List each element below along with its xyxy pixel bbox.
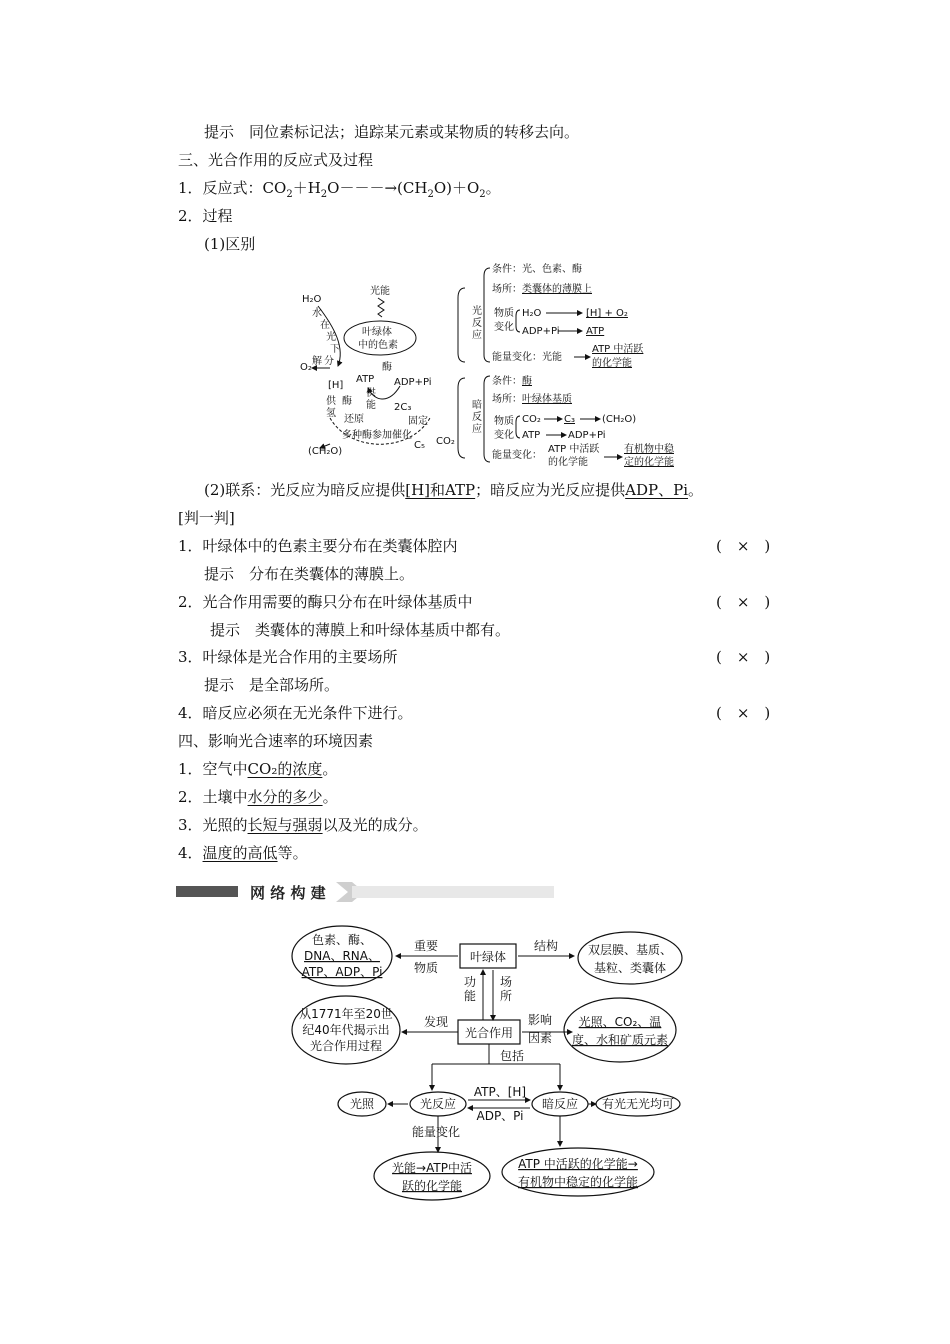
- important-matter-label: 重要: [413, 939, 439, 953]
- process-title: 2．过程: [178, 207, 233, 225]
- judge-question-2: 2．光合作用需要的酶只分布在叶绿体基质中: [178, 593, 473, 611]
- water-split-label: [312, 306, 340, 367]
- judge-question-4: 4．暗反应必须在无光条件下进行。: [178, 704, 413, 722]
- judge-mark-4: ( × ): [716, 704, 771, 722]
- svg-text:能: 能: [463, 989, 477, 1003]
- factor-1: 1．空气中CO₂的浓度。: [178, 760, 338, 778]
- svg-text:ATP: ATP: [586, 326, 605, 337]
- svg-text:在: 在: [320, 320, 330, 331]
- judge-mark-1: ( × ): [716, 537, 771, 555]
- svg-text:变化: 变化: [494, 322, 514, 333]
- dark-condition: 条件：酶: [492, 376, 532, 387]
- svg-text:ADP+Pi: ADP+Pi: [568, 430, 606, 441]
- svg-text:(CH₂O): (CH₂O): [602, 414, 637, 425]
- light-zigzag-icon: [378, 298, 384, 317]
- c3-label: 2C₃: [394, 402, 412, 413]
- link-relation: (2)联系：光反应为暗反应提供[H]和ATP；暗反应为光反应提供ADP、Pi。: [204, 481, 704, 499]
- judge-question-3: 3．叶绿体是光合作用的主要场所: [178, 648, 398, 666]
- factors-node: [564, 998, 676, 1062]
- section-4-title: 四、影响光合速率的环境因素: [178, 732, 374, 750]
- svg-text:下: 下: [330, 344, 340, 355]
- enzyme-top-label: 酶: [382, 362, 392, 373]
- svg-text:ATP 中活跃: ATP 中活跃: [548, 444, 600, 455]
- svg-text:ATP: ATP: [522, 430, 541, 441]
- judge-mark-3: ( × ): [716, 648, 771, 666]
- svg-text:基粒、类囊体: 基粒、类囊体: [593, 961, 667, 975]
- svg-text:有光无光均可: 有光无光均可: [601, 1097, 675, 1111]
- function-label: 功: [463, 975, 477, 989]
- tip-isotope: 提示 同位素标记法；追踪某元素或某物质的转移去向。: [204, 123, 580, 141]
- multi-enzyme-label: 多种酶参加催化: [342, 430, 412, 441]
- adp-pi-label: ADP+Pi: [394, 377, 432, 388]
- co2-label: CO₂: [436, 436, 455, 447]
- adp-pi-label: ADP、Pi: [476, 1109, 524, 1123]
- pigment-label-1: 叶绿体: [362, 327, 392, 338]
- svg-text:光反应: 光反应: [419, 1097, 457, 1111]
- supply-energy-label: 供: [366, 388, 376, 399]
- dark-reaction-vertical-label: [472, 398, 482, 435]
- svg-text:双层膜、基质、: 双层膜、基质、: [587, 943, 673, 957]
- svg-text:水: 水: [312, 308, 322, 319]
- svg-text:度、水和矿质元素: 度、水和矿质元素: [571, 1033, 669, 1047]
- svg-text:应: 应: [472, 424, 482, 435]
- svg-text:应: 应: [472, 330, 482, 341]
- judge-mark-2: ( × ): [716, 593, 771, 611]
- light-reaction-vertical-label: [472, 304, 482, 341]
- svg-text:分: 分: [324, 356, 334, 367]
- h2o-label: H₂O: [302, 294, 322, 305]
- network-title: 网 络 构 建: [250, 884, 326, 902]
- dark-matter-label: 物质: [494, 416, 514, 427]
- svg-text:H₂O: H₂O: [522, 308, 542, 319]
- svg-text:定的化学能: 定的化学能: [624, 457, 674, 468]
- atp-label: ATP: [356, 374, 375, 385]
- svg-text:有机物中稳: 有机物中稳: [624, 444, 674, 455]
- dark-place: 场所：叶绿体基质: [492, 394, 572, 405]
- svg-text:色素、酶、: 色素、酶、: [311, 933, 373, 947]
- atp-h-label: ATP、[H]: [473, 1085, 527, 1099]
- svg-text:能: 能: [366, 400, 376, 411]
- svg-text:氢: 氢: [326, 408, 336, 419]
- light-matter-label: 物质: [494, 308, 514, 319]
- svg-text:纪40年代揭示出: 纪40年代揭示出: [302, 1023, 390, 1037]
- factor-3: 3．光照的长短与强弱以及光的成分。: [178, 816, 428, 834]
- judge-title: [判一判]: [178, 509, 235, 527]
- svg-text:ATP、ADP、Pi: ATP、ADP、Pi: [301, 965, 383, 979]
- svg-text:有机物中稳定的化学能: 有机物中稳定的化学能: [517, 1175, 639, 1189]
- svg-text:反: 反: [472, 412, 482, 423]
- c5-label: C₅: [414, 440, 425, 451]
- membrane-node: [578, 932, 682, 984]
- network-diagram: [290, 920, 690, 1205]
- include-label: 包括: [500, 1049, 525, 1063]
- discover-label: 发现: [423, 1015, 449, 1029]
- svg-text:反: 反: [472, 318, 482, 329]
- structure-label: 结构: [533, 939, 559, 953]
- svg-text:光: 光: [326, 332, 336, 343]
- o2-label: O₂: [300, 362, 312, 373]
- svg-text:叶绿体: 叶绿体: [469, 950, 507, 964]
- svg-text:的化学能: 的化学能: [592, 358, 632, 369]
- ch2o-label: (CH₂O): [308, 446, 343, 457]
- difference-title: (1)区别: [204, 235, 256, 253]
- svg-text:ATP 中活跃: ATP 中活跃: [592, 344, 644, 355]
- svg-text:CO₂: CO₂: [522, 414, 541, 425]
- svg-text:C₃: C₃: [564, 414, 575, 425]
- svg-text:光合作用过程: 光合作用过程: [309, 1039, 383, 1053]
- reaction-equation: 1．反应式：$CO_2+H_2O---\to(CH_2O)+O_2$。: [178, 179, 501, 200]
- svg-text:光合作用: 光合作用: [464, 1026, 514, 1040]
- h-label: [H]: [328, 380, 344, 391]
- svg-text:物质: 物质: [413, 961, 439, 975]
- place-label: 场: [499, 975, 513, 989]
- svg-text:光: 光: [472, 306, 482, 317]
- svg-text:光能→ATP中活: 光能→ATP中活: [392, 1161, 472, 1175]
- judge-question-1: 1．叶绿体中的色素主要分布在类囊体腔内: [178, 537, 458, 555]
- svg-text:[H] + O₂: [H] + O₂: [586, 308, 628, 319]
- svg-text:光照、CO₂、温: 光照、CO₂、温: [578, 1015, 662, 1029]
- photosynthesis-process-diagram: [290, 258, 690, 468]
- svg-text:光照: 光照: [349, 1097, 375, 1111]
- svg-text:从1771年至20世: 从1771年至20世: [299, 1007, 393, 1021]
- supply-h-label: 供: [326, 396, 336, 407]
- network-section-bar: [176, 882, 554, 902]
- svg-text:暗反应: 暗反应: [541, 1097, 579, 1111]
- svg-text:ADP+Pi: ADP+Pi: [522, 326, 560, 337]
- pigment-label-2: 中的色素: [358, 340, 398, 351]
- judge-tip-3: 提示 是全部场所。: [204, 676, 340, 694]
- svg-text:DNA、RNA、: DNA、RNA、: [304, 949, 380, 963]
- light-energy-label: 光能: [370, 286, 390, 297]
- dark-energy-change: 能量变化：: [492, 450, 542, 461]
- light-condition: 条件：光、色素、酶: [492, 264, 582, 275]
- influence-label: 影响: [527, 1013, 553, 1027]
- factor-4: 4．温度的高低等。: [178, 844, 308, 862]
- energy-change-label: 能量变化: [411, 1125, 461, 1139]
- svg-text:跃的化学能: 跃的化学能: [401, 1179, 463, 1193]
- light-place: 场所：类囊体的薄膜上: [492, 284, 592, 295]
- svg-text:变化: 变化: [494, 430, 514, 441]
- fix-label: 固定: [408, 416, 428, 427]
- svg-text:ATP 中活跃的化学能→: ATP 中活跃的化学能→: [518, 1157, 638, 1171]
- light-energy-change: 能量变化：光能: [492, 352, 562, 363]
- enzyme-left-label: 酶: [342, 396, 352, 407]
- reduce-label: 还原: [344, 414, 364, 425]
- svg-text:所: 所: [499, 989, 513, 1003]
- judge-tip-2: 提示 类囊体的薄膜上和叶绿体基质中都有。: [210, 621, 511, 639]
- svg-text:暗: 暗: [472, 400, 482, 411]
- svg-text:因素: 因素: [527, 1031, 553, 1045]
- svg-text:的化学能: 的化学能: [548, 457, 588, 468]
- judge-tip-1: 提示 分布在类囊体的薄膜上。: [204, 565, 415, 583]
- svg-text:解: 解: [312, 356, 322, 367]
- factor-2: 2．土壤中水分的多少。: [178, 788, 338, 806]
- section-3-title: 三、光合作用的反应式及过程: [178, 151, 374, 169]
